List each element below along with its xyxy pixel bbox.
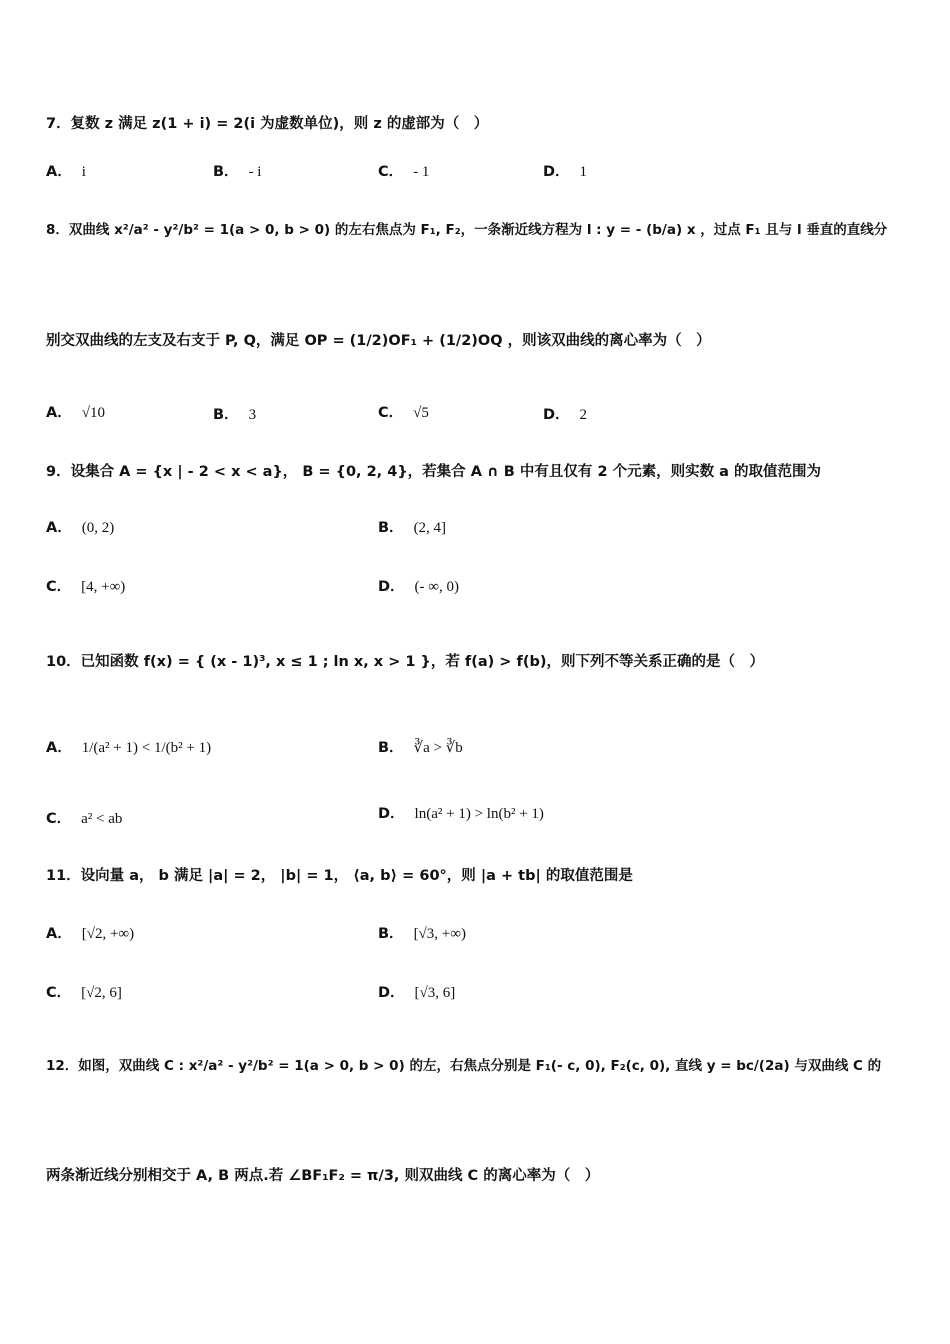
question-12-stem-line-2: 两条渐近线分别相交于 A, B 两点.若 ∠BF₁F₂ = π/3, 则双曲线 C 的离心率为（ ）	[46, 1168, 600, 1184]
option-label: C．	[46, 579, 72, 595]
option-value: 3	[248, 407, 257, 423]
q7-option-c[interactable]	[378, 160, 429, 181]
question-8-stem-line-2: 别交双曲线的左支及右支于 P, Q，满足 OP = (1/2)OF₁ + (1/2)OQ ，则该双曲线的离心率为（ ）	[46, 333, 711, 349]
option-label: A．	[46, 740, 72, 756]
option-value: √10	[81, 405, 105, 421]
option-label: C．	[46, 985, 72, 1001]
q11-option-d[interactable]	[378, 981, 455, 1002]
option-value: (- ∞, 0)	[414, 579, 459, 595]
option-label: A．	[46, 926, 72, 942]
q8-option-b[interactable]	[213, 403, 256, 424]
option-value: ln(a² + 1) > ln(b² + 1)	[414, 806, 544, 822]
option-value: 1	[579, 164, 588, 180]
option-label: B．	[213, 407, 239, 423]
option-label: A．	[46, 164, 72, 180]
q8-option-a[interactable]	[46, 401, 105, 422]
option-value: i	[81, 164, 86, 180]
option-label: C．	[378, 405, 404, 421]
option-value: - i	[248, 164, 262, 180]
option-value: [4, +∞)	[81, 579, 126, 595]
option-label: B．	[213, 164, 239, 180]
option-label: C．	[46, 811, 72, 827]
option-label: D．	[543, 407, 570, 423]
option-value: ∛a > ∛b	[413, 740, 463, 756]
q10-option-d[interactable]	[378, 802, 544, 823]
q9-option-b[interactable]	[378, 516, 446, 537]
option-label: D．	[378, 985, 405, 1001]
option-value: [√2, 6]	[81, 985, 122, 1001]
option-label: B．	[378, 926, 404, 942]
option-label: B．	[378, 520, 404, 536]
option-label: D．	[378, 579, 405, 595]
q10-option-c[interactable]	[46, 807, 122, 828]
question-10-stem: 10．已知函数 f(x) = { (x - 1)³, x ≤ 1 ; ln x, x > 1 }，若 f(a) > f(b)，则下列不等关系正确的是（ ）	[46, 654, 764, 670]
q11-option-b[interactable]	[378, 922, 466, 943]
option-value: a² < ab	[81, 811, 123, 827]
q7-option-d[interactable]	[543, 160, 587, 181]
question-11-stem: 11．设向量 a， b 满足 |a| = 2， |b| = 1， ⟨a, b⟩ = 60°，则 |a + tb| 的取值范围是	[46, 868, 633, 884]
q8-option-d[interactable]	[543, 403, 587, 424]
option-value: 1/(a² + 1) < 1/(b² + 1)	[81, 740, 212, 756]
option-value: [√3, +∞)	[413, 926, 466, 942]
option-value: 2	[579, 407, 588, 423]
q11-option-a[interactable]	[46, 922, 134, 943]
option-label: B．	[378, 740, 404, 756]
question-9-stem: 9．设集合 A = {x | - 2 < x < a}， B = {0, 2, 4}，若集合 A ∩ B 中有且仅有 2 个元素，则实数 a 的取值范围为	[46, 464, 821, 480]
q7-option-a[interactable]	[46, 160, 86, 181]
q9-option-c[interactable]	[46, 575, 125, 596]
q7-option-b[interactable]	[213, 160, 261, 181]
option-value: [√3, 6]	[414, 985, 456, 1001]
question-7-stem: 7．复数 z 满足 z(1 + i) = 2(i 为虚数单位)，则 z 的虚部为（ ）	[46, 116, 489, 132]
option-value: (0, 2)	[81, 520, 115, 536]
option-label: C．	[378, 164, 404, 180]
option-value: - 1	[413, 164, 430, 180]
q9-option-a[interactable]	[46, 516, 114, 537]
q8-option-c[interactable]	[378, 401, 429, 422]
option-label: A．	[46, 405, 72, 421]
option-label: D．	[378, 806, 405, 822]
question-8-stem-line-1: 8．双曲线 x²/a² - y²/b² = 1(a > 0, b > 0) 的左右焦点为 F₁, F₂，一条渐近线方程为 l : y = - (b/a) x ，过点 F₁ 且与 l 垂直的直线分	[46, 222, 888, 238]
option-label: A．	[46, 520, 72, 536]
option-value: [√2, +∞)	[81, 926, 135, 942]
q9-option-d[interactable]	[378, 575, 459, 596]
question-12-stem-line-1: 12．如图，双曲线 C : x²/a² - y²/b² = 1(a > 0, b > 0) 的左，右焦点分别是 F₁(- c, 0), F₂(c, 0), 直线 y = bc/(2a) 与双曲线 C 的	[46, 1058, 882, 1074]
option-value: (2, 4]	[413, 520, 447, 536]
option-value: √5	[413, 405, 429, 421]
q10-option-b[interactable]	[378, 736, 463, 757]
option-label: D．	[543, 164, 570, 180]
q10-option-a[interactable]	[46, 736, 211, 757]
q11-option-c[interactable]	[46, 981, 122, 1002]
